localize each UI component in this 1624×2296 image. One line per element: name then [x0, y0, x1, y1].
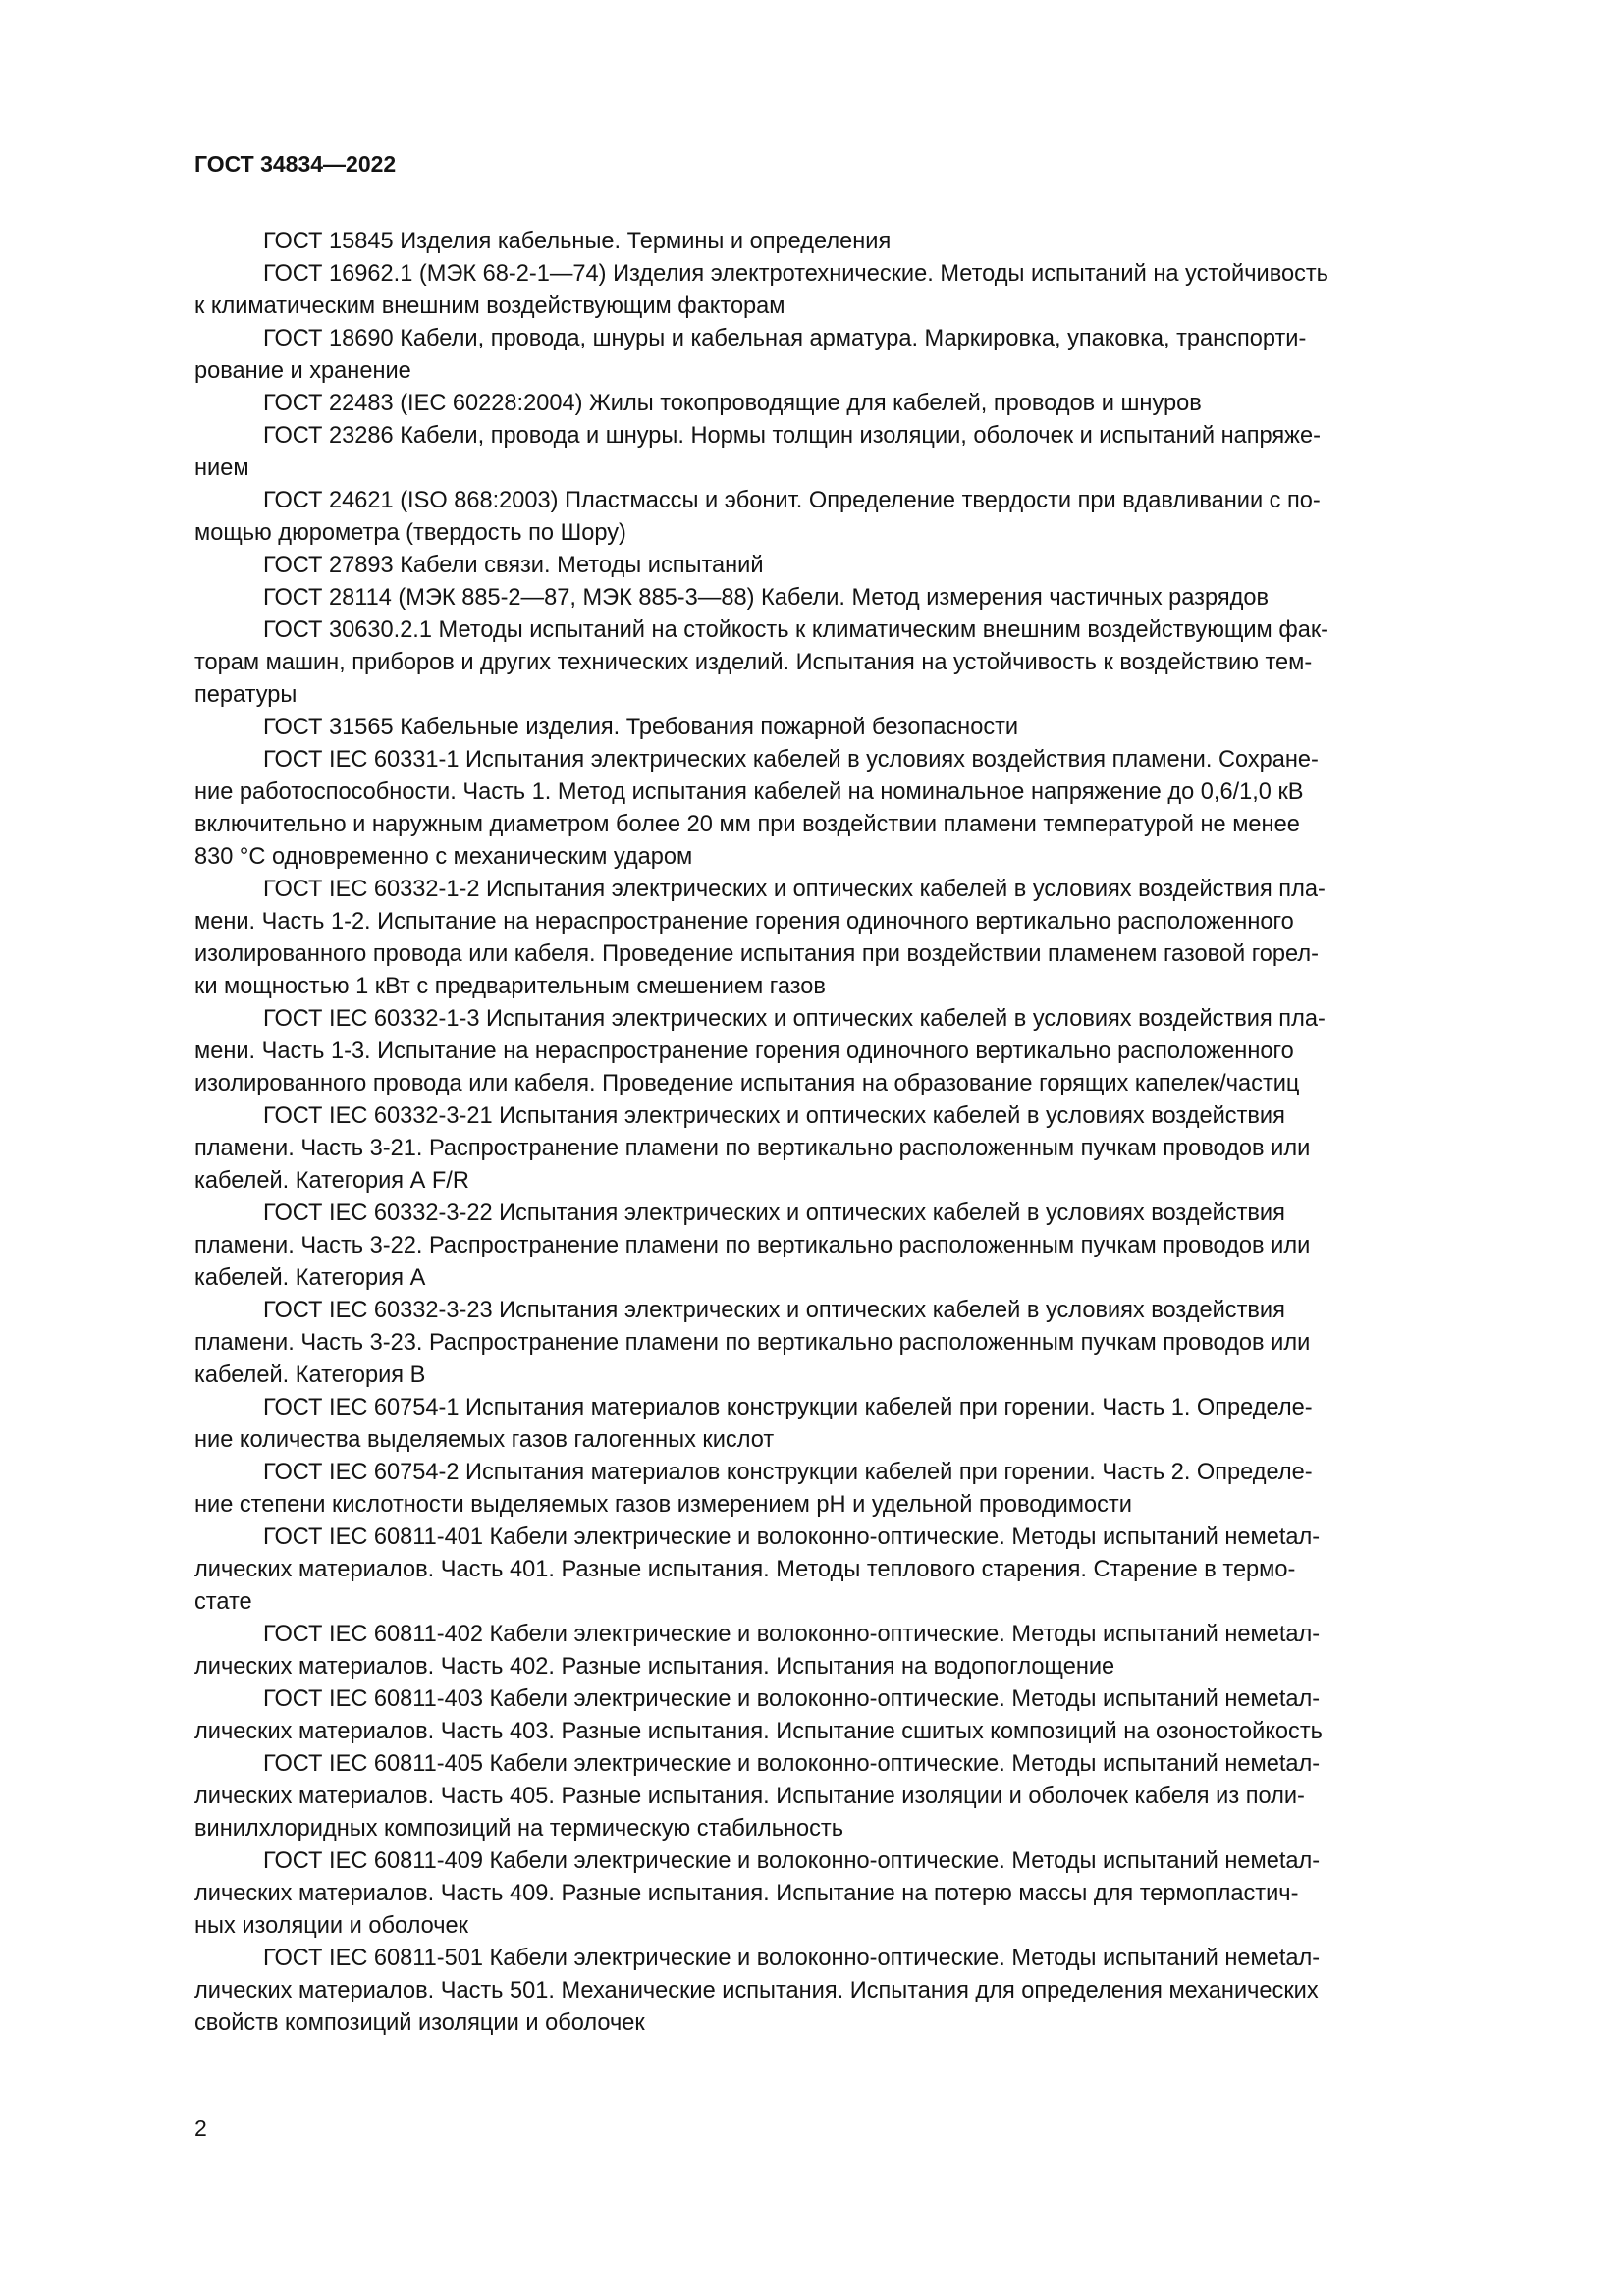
page-number: 2: [194, 2115, 207, 2141]
reference-gost-23286: ГОСТ 23286 Кабели, провода и шнуры. Нормы толщин изоляции, оболочек и испытаний напряже- нием: [194, 423, 1321, 481]
reference-gost-iec-60332-1-2: ГОСТ IEC 60332-1-2 Испытания электрических и оптических кабелей в условиях воздействия пла- мени. Часть 1-2. Испытание на нераспространение горения одиночного вертикально расположенного изолированного провода или кабеля. Проведение испытания при воздействии пламенем газовой горел- ки мощностью 1 кВт с предварительным смешением газов: [194, 877, 1326, 999]
reference-gost-15845: ГОСТ 15845 Изделия кабельные. Термины и определения: [263, 229, 892, 254]
reference-gost-iec-60331-1: ГОСТ IEC 60331-1 Испытания электрических кабелей в условиях воздействия пламени. Сохране- ние работоспособности. Часть 1. Метод испытания кабелей на номинальное напряжение до 0,6/1,0 кВ включительно и наружным диаметром более 20 мм при воздействии пламени температурой не менее 830 °С одновременно с механическим ударом: [194, 747, 1319, 870]
normative-references-list: [194, 226, 1518, 2040]
reference-gost-iec-60811-405: ГОСТ IEC 60811-405 Кабели электрические и волоконно-оптические. Методы испытаний немetал- лических материалов. Часть 405. Разные испытания. Испытание изоляции и оболочек кабеля из поли- винилхлоридных композиций на термическую стабильность: [194, 1751, 1321, 1842]
reference-gost-30630-2-1: ГОСТ 30630.2.1 Методы испытаний на стойкость к климатическим внешним воздействующим фак- торам машин, приборов и других технических изделий. Испытания на устойчивость к воздействию тем- пературы: [194, 617, 1329, 708]
reference-gost-31565: ГОСТ 31565 Кабельные изделия. Требования пожарной безопасности: [263, 715, 1019, 740]
reference-gost-iec-60332-3-22: ГОСТ IEC 60332-3-22 Испытания электрических и оптических кабелей в условиях воздействия пламени. Часть 3-22. Распространение пламени по вертикально расположенным пучкам проводов или кабелей. Категория А: [194, 1201, 1311, 1291]
reference-gost-iec-60754-1: ГОСТ IEC 60754-1 Испытания материалов конструкции кабелей при горении. Часть 1. Определе- ние количества выделяемых газов галогенных кислот: [194, 1395, 1313, 1453]
reference-gost-22483: ГОСТ 22483 (IEC 60228:2004) Жилы токопроводящие для кабелей, проводов и шнуров: [263, 391, 1202, 416]
document-header: ГОСТ 34834—2022: [194, 151, 397, 177]
reference-gost-iec-60811-403: ГОСТ IEC 60811-403 Кабели электрические и волоконно-оптические. Методы испытаний немetал- лических материалов. Часть 403. Разные испытания. Испытание сшитых композиций на озоностойкость: [194, 1686, 1323, 1744]
reference-gost-iec-60811-501: ГОСТ IEC 60811-501 Кабели электрические и волоконно-оптические. Методы испытаний немetал- лических материалов. Часть 501. Механические испытания. Испытания для определения механических свойств композиций изоляции и оболочек: [194, 1946, 1321, 2036]
reference-gost-iec-60811-409: ГОСТ IEC 60811-409 Кабели электрические и волоконно-оптические. Методы испытаний немetал- лических материалов. Часть 409. Разные испытания. Испытание на потерю массы для термопластич- ных изоляции и оболочек: [194, 1848, 1321, 1939]
reference-gost-24621: ГОСТ 24621 (ISO 868:2003) Пластмассы и эбонит. Определение твердости при вдавливании с по- мощью дюрометра (твердость по Шору): [194, 488, 1321, 546]
reference-gost-27893: ГОСТ 27893 Кабели связи. Методы испытаний: [263, 553, 764, 578]
reference-gost-iec-60754-2: ГОСТ IEC 60754-2 Испытания материалов конструкции кабелей при горении. Часть 2. Определе- ние степени кислотности выделяемых газов измерением pH и удельной проводимости: [194, 1460, 1313, 1518]
reference-gost-28114: ГОСТ 28114 (МЭК 885-2—87, МЭК 885-3—88) Кабели. Метод измерения частичных разрядов: [263, 585, 1270, 611]
reference-gost-iec-60332-1-3: ГОСТ IEC 60332-1-3 Испытания электрических и оптических кабелей в условиях воздействия пла- мени. Часть 1-3. Испытание на нераспространение горения одиночного вертикально расположенного изолированного провода или кабеля. Проведение испытания на образование горящих капелек/частиц: [194, 1006, 1326, 1096]
reference-gost-iec-60811-401: ГОСТ IEC 60811-401 Кабели электрические и волоконно-оптические. Методы испытаний немetал- лических материалов. Часть 401. Разные испытания. Методы теплового старения. Старение в термо- стате: [194, 1524, 1321, 1615]
reference-gost-18690: ГОСТ 18690 Кабели, провода, шнуры и кабельная арматура. Маркировка, упаковка, транспорти- рование и хранение: [194, 326, 1307, 384]
reference-gost-iec-60332-3-21: ГОСТ IEC 60332-3-21 Испытания электрических и оптических кабелей в условиях воздействия пламени. Часть 3-21. Распространение пламени по вертикально расположенным пучкам проводов или кабелей. Категория А F/R: [194, 1103, 1311, 1194]
reference-gost-16962-1: ГОСТ 16962.1 (МЭК 68-2-1—74) Изделия электротехнические. Методы испытаний на устойчивость к климатическим внешним воздействующим факторам: [194, 261, 1328, 319]
reference-gost-iec-60811-402: ГОСТ IEC 60811-402 Кабели электрические и волоконно-оптические. Методы испытаний немetал- лических материалов. Часть 402. Разные испытания. Испытания на водопоглощение: [194, 1622, 1321, 1680]
reference-gost-iec-60332-3-23: ГОСТ IEC 60332-3-23 Испытания электрических и оптических кабелей в условиях воздействия пламени. Часть 3-23. Распространение пламени по вертикально расположенным пучкам проводов или кабелей. Категория В: [194, 1298, 1311, 1388]
